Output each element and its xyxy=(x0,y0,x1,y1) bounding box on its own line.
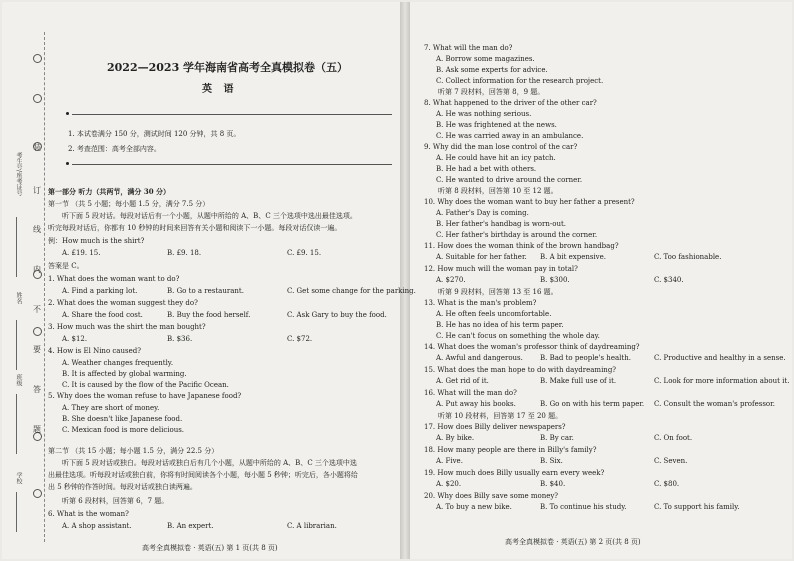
binding-char: 答 xyxy=(33,385,41,394)
notes-rule-bottom xyxy=(72,164,392,165)
option-a: A. $270. xyxy=(436,276,466,284)
option-a: A. Awful and dangerous. xyxy=(436,354,523,362)
material-6: 听第 6 段材料，回答第 6，7 题。 xyxy=(62,497,169,505)
binding-label: 学校 xyxy=(15,472,22,484)
binding-char: 要 xyxy=(33,345,41,354)
option-c: C. Her father's birthday is around the corner. xyxy=(436,231,598,239)
option-a: A. Suitable for her father. xyxy=(436,253,527,261)
option-c: C. Seven. xyxy=(654,457,688,465)
section1-instruction-1: 听下面 5 段对话。每段对话后有一个小题，从题中所给的 A、B、C 三个选项中选出最佳选项。 xyxy=(62,212,357,220)
question-item: 15. What does the man hope to do with daydreaming? xyxy=(424,366,617,374)
option-a: A. Five. xyxy=(436,457,463,465)
question-6-option-b: B. An expert. xyxy=(167,522,214,530)
question-5-option-b: B. She doesn't like Japanese food. xyxy=(62,415,183,423)
question-6-option-c: C. A librarian. xyxy=(287,522,337,530)
option-c: C. He wanted to drive around the corner. xyxy=(436,176,583,184)
question-3-option-c: C. $72. xyxy=(287,335,313,343)
material-heading: 听第 7 段材料，回答第 8，9 题。 xyxy=(438,88,545,96)
question-6-option-a: A. A shop assistant. xyxy=(62,522,132,530)
option-c: C. He was carried away in an ambulance. xyxy=(436,132,584,140)
question-item: 16. What will the man do? xyxy=(424,389,517,397)
section1-heading: 第一节 （共 5 小题；每小题 1.5 分，满分 7.5 分） xyxy=(48,200,210,208)
binding-char: 订 xyxy=(33,186,41,195)
binding-char: 装 xyxy=(33,143,41,152)
section1-instruction-2: 听完每段对话后，你都有 10 秒钟的时间来回答有关小题和阅读下一小题。每段对话仅读一遍。 xyxy=(48,224,342,232)
section2-instruction-1: 听下面 5 段对话或独白。每段对话或独白后有几个小题，从题中所给的 A、B、C 三个选项中选 xyxy=(62,459,357,467)
option-a: A. He often feels uncomfortable. xyxy=(436,310,552,318)
material-heading: 听第 10 段材料，回答第 17 至 20 题。 xyxy=(438,412,563,420)
question-item: 8. What happened to the driver of the other car? xyxy=(424,99,597,107)
option-a: A. $20. xyxy=(436,480,462,488)
option-b: B. Her father's handbag is worn-out. xyxy=(436,220,567,228)
left-page xyxy=(2,2,416,559)
option-b: B. Make full use of it. xyxy=(540,377,617,385)
option-b: B. Go on with his term paper. xyxy=(540,400,645,408)
option-b: B. By car. xyxy=(540,434,574,442)
option-b: B. Bad to people's health. xyxy=(540,354,631,362)
option-c: C. To support his family. xyxy=(654,503,740,511)
right-page xyxy=(410,2,792,559)
option-c: C. $340. xyxy=(654,276,684,284)
question-2: 2. What does the woman suggest they do? xyxy=(48,299,198,307)
option-a: A. To buy a new bike. xyxy=(436,503,512,511)
question-3-option-b: B. $36. xyxy=(167,335,193,343)
option-c: C. Productive and healthy in a sense. xyxy=(654,354,786,362)
option-c: C. Consult the woman's professor. xyxy=(654,400,775,408)
exam-sheet xyxy=(2,2,792,559)
option-a: A. Borrow some magazines. xyxy=(436,55,535,63)
page-fold xyxy=(400,2,410,559)
option-b: B. To continue his study. xyxy=(540,503,627,511)
question-5-option-c: C. Mexican food is more delicious. xyxy=(62,426,185,434)
option-c: C. On foot. xyxy=(654,434,693,442)
option-a: A. Put away his books. xyxy=(436,400,516,408)
binding-char: 不 xyxy=(33,305,41,314)
question-item: 20. Why does Billy save some money? xyxy=(424,492,559,500)
question-item: 10. Why does the woman want to buy her father a present? xyxy=(424,198,635,206)
material-heading: 听第 9 段材料，回答第 13 至 16 题。 xyxy=(438,288,558,296)
subject-title: 英 语 xyxy=(202,84,238,95)
question-4-option-b: B. It is affected by global warming. xyxy=(62,370,187,378)
material-heading: 听第 8 段材料，回答第 10 至 12 题。 xyxy=(438,187,558,195)
binding-char: 线 xyxy=(33,225,41,234)
question-item: 13. What is the man's problem? xyxy=(424,299,537,307)
option-b: B. Ask some experts for advice. xyxy=(436,66,548,74)
question-2-option-a: A. Share the food cost. xyxy=(62,311,143,319)
option-c: C. He can't focus on something the whole day. xyxy=(436,332,600,340)
option-a: A. Get rid of it. xyxy=(436,377,489,385)
binding-label: 姓名 xyxy=(15,292,22,304)
option-b: B. Six. xyxy=(540,457,563,465)
option-c: C. Too fashionable. xyxy=(654,253,722,261)
example-option-a: A. £19. 15. xyxy=(62,249,101,257)
option-a: A. He could have hit an icy patch. xyxy=(436,154,556,162)
question-item: 11. How does the woman think of the brown handbag? xyxy=(424,242,619,250)
question-item: 19. How much does Billy usually earn every week? xyxy=(424,469,605,477)
question-1-option-a: A. Find a parking lot. xyxy=(62,287,138,295)
option-b: B. He was frightened at the news. xyxy=(436,121,557,129)
section2-heading: 第二节 （共 15 小题；每小题 1.5 分，满分 22.5 分） xyxy=(48,447,219,455)
note-2: 2. 考查范围：高考全部内容。 xyxy=(68,145,161,153)
question-5: 5. Why does the woman refuse to have Japanese food? xyxy=(48,392,242,400)
option-b: B. A bit expensive. xyxy=(540,253,607,261)
option-c: C. Look for more information about it. xyxy=(654,377,790,385)
question-4-option-c: C. It is caused by the flow of the Pacific Ocean. xyxy=(62,381,229,389)
option-a: A. He was nothing serious. xyxy=(436,110,532,118)
question-item: 9. Why did the man lose control of the car? xyxy=(424,143,578,151)
binding-label: 班级 xyxy=(15,374,22,386)
question-1: 1. What does the woman want to do? xyxy=(48,275,180,283)
question-4-option-a: A. Weather changes frequently. xyxy=(62,359,174,367)
question-6: 6. What is the woman? xyxy=(48,510,129,518)
question-3-option-a: A. $12. xyxy=(62,335,88,343)
section2-instruction-2: 出最佳选项。听每段对话或独白前，你将有时间阅读各个小题，每小题 5 秒钟；听完后，各小题将给 xyxy=(48,471,358,479)
question-item: 17. How does Billy deliver newspapers? xyxy=(424,423,566,431)
question-item: 12. How much will the woman pay in total? xyxy=(424,265,578,273)
option-a: A. Father's Day is coming. xyxy=(436,209,529,217)
example-option-c: C. £9. 15. xyxy=(287,249,322,257)
option-b: B. $40. xyxy=(540,480,566,488)
part-heading: 第一部分 听力（共两节，满分 30 分） xyxy=(48,187,171,196)
notes-rule-top xyxy=(72,114,392,115)
question-item: 7. What will the man do? xyxy=(424,44,513,52)
option-b: B. $300. xyxy=(540,276,570,284)
option-c: C. Collect information for the research project. xyxy=(436,77,604,85)
option-b: B. He has no idea of his term paper. xyxy=(436,321,564,329)
question-1-option-b: B. Go to a restaurant. xyxy=(167,287,244,295)
option-a: A. By bike. xyxy=(436,434,475,442)
question-item: 18. How many people are there in Billy's family? xyxy=(424,446,597,454)
question-3: 3. How much was the shirt the man bought? xyxy=(48,323,206,331)
binding-char: 内 xyxy=(33,265,41,274)
example-option-b: B. £9. 18. xyxy=(167,249,202,257)
question-2-option-c: C. Ask Gary to buy the food. xyxy=(287,311,387,319)
exam-title: 2022—2023 学年海南省高考全真模拟卷（五） xyxy=(107,61,349,74)
question-item: 14. What does the woman's professor think of daydreaming? xyxy=(424,343,640,351)
page-1-footer: 高考全真模拟卷 · 英语(五) 第 1 页(共 8 页) xyxy=(142,544,278,552)
question-5-option-a: A. They are short of money. xyxy=(62,404,160,412)
bullet-dot xyxy=(66,162,69,165)
section2-instruction-3: 出 5 秒钟的作答时间。每段对话或独白读两遍。 xyxy=(48,483,197,491)
bullet-dot xyxy=(66,112,69,115)
question-4: 4. How is El Nino caused? xyxy=(48,347,141,355)
option-b: B. He had a bet with others. xyxy=(436,165,537,173)
binding-label: 考生号/座考证号 xyxy=(15,152,22,197)
question-2-option-b: B. Buy the food herself. xyxy=(167,311,251,319)
note-1: 1. 本试卷满分 150 分，测试时间 120 分钟，共 8 页。 xyxy=(68,130,241,138)
page-2-footer: 高考全真模拟卷 · 英语(五) 第 2 页(共 8 页) xyxy=(505,538,641,546)
option-c: C. $80. xyxy=(654,480,680,488)
question-1-option-c: C. Get some change for the parking. xyxy=(287,287,416,295)
binding-char: 题 xyxy=(33,425,41,434)
example-question: 例：How much is the shirt? xyxy=(48,237,145,245)
example-answer: 答案是 C。 xyxy=(48,262,84,270)
